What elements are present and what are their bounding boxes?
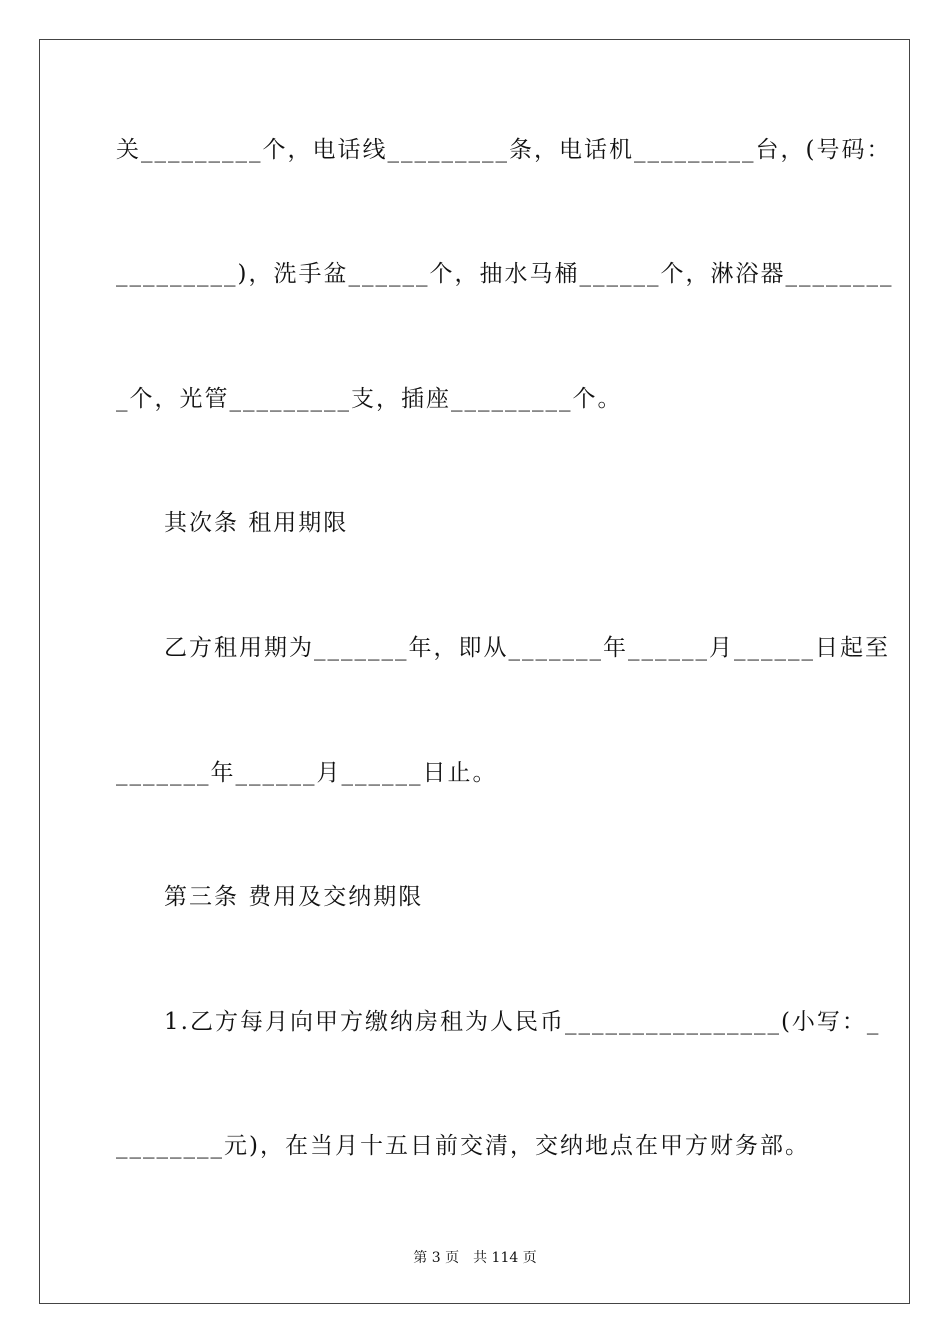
body-text-line-5: 乙方租用期为_______年，即从_______年______月______日起至 — [164, 635, 890, 661]
body-text-line-6: _______年______月______日止。 — [116, 760, 498, 786]
section-heading-2: 其次条 租用期限 — [164, 510, 349, 536]
body-text-line-2: _________)，洗手盆______个，抽水马桶______个，淋浴器________ — [116, 261, 894, 287]
page-border — [39, 39, 910, 1304]
body-text-line-3: _个，光管_________支，插座_________个。 — [116, 386, 623, 412]
section-heading-3: 第三条 费用及交纳期限 — [164, 884, 424, 910]
page-footer: 第 3 页 共 114 页 — [413, 1250, 537, 1266]
body-text-line-1: 关_________个，电话线_________条，电话机_________台，(号码： — [116, 137, 892, 163]
body-text-line-8: 1.乙方每月向甲方缴纳房租为人民币________________(小写：_ — [164, 1009, 881, 1035]
body-text-line-9: ________元)，在当月十五日前交清，交纳地点在甲方财务部。 — [116, 1133, 810, 1159]
